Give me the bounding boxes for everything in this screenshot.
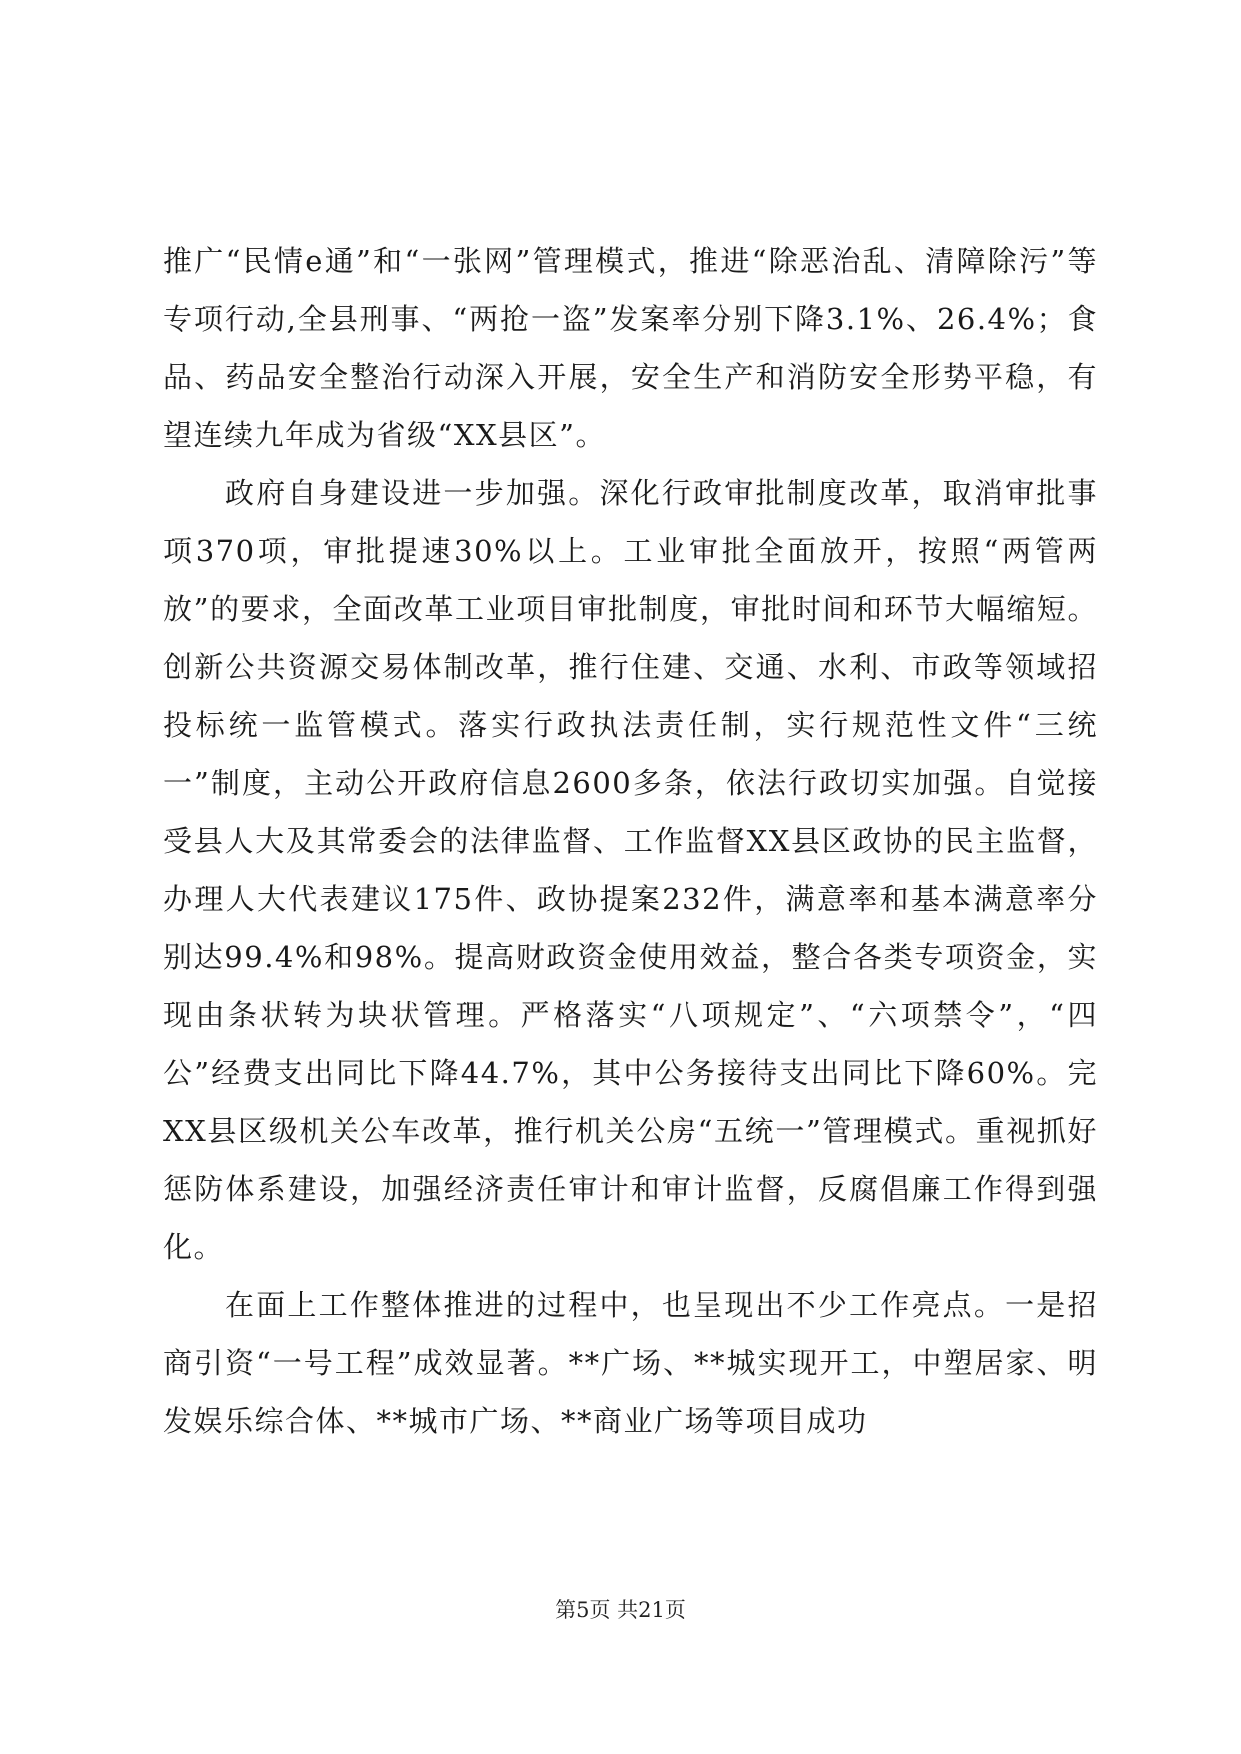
paragraph-government-building: 政府自身建设进一步加强。深化行政审批制度改革，取消审批事项370项，审批提速30%以上。工业审批全面放开，按照“两管两放”的要求，全面改革工业项目审批制度，审批时间和环节大幅缩短。创新公共资源交易体制改革，推行住建、交通、水利、市政等领域招投标统一监管模式。落实行政执法责任制，实行规范性文件“三统一”制度，主动公开政府信息2600多条，依法行政切实加强。自觉接受县人大及其常委会的法律监督、工作监督XX县区政协的民主监督，办理人大代表建议175件、政协提案232件，满意率和基本满意率分别达99.4%和98%。提高财政资金使用效益，整合各类专项资金，实现由条状转为块状管理。严格落实“八项规定”、“六项禁令”，“四公”经费支出同比下降44.7%，其中公务接待支出同比下降60%。完XX县区级机关公车改革，推行机关公房“五统一”管理模式。重视抓好惩防体系建设，加强经济责任审计和审计监督，反腐倡廉工作得到强化。	[163, 476, 1098, 1264]
document-body	[163, 232, 1098, 1450]
page-footer: 第5页 共21页	[555, 1598, 686, 1622]
paragraph-highlights: 在面上工作整体推进的过程中，也呈现出不少工作亮点。一是招商引资“一号工程”成效显著。**广场、**城实现开工，中塑居家、明发娱乐综合体、**城市广场、**商业广场等项目成功	[163, 1288, 1098, 1438]
paragraph-continued: 推广“民情e通”和“一张网”管理模式，推进“除恶治乱、清障除污”等专项行动,全县刑事、“两抢一盗”发案率分别下降3.1%、26.4%；食品、药品安全整治行动深入开展，安全生产和消防安全形势平稳，有望连续九年成为省级“XX县区”。	[163, 244, 1098, 452]
